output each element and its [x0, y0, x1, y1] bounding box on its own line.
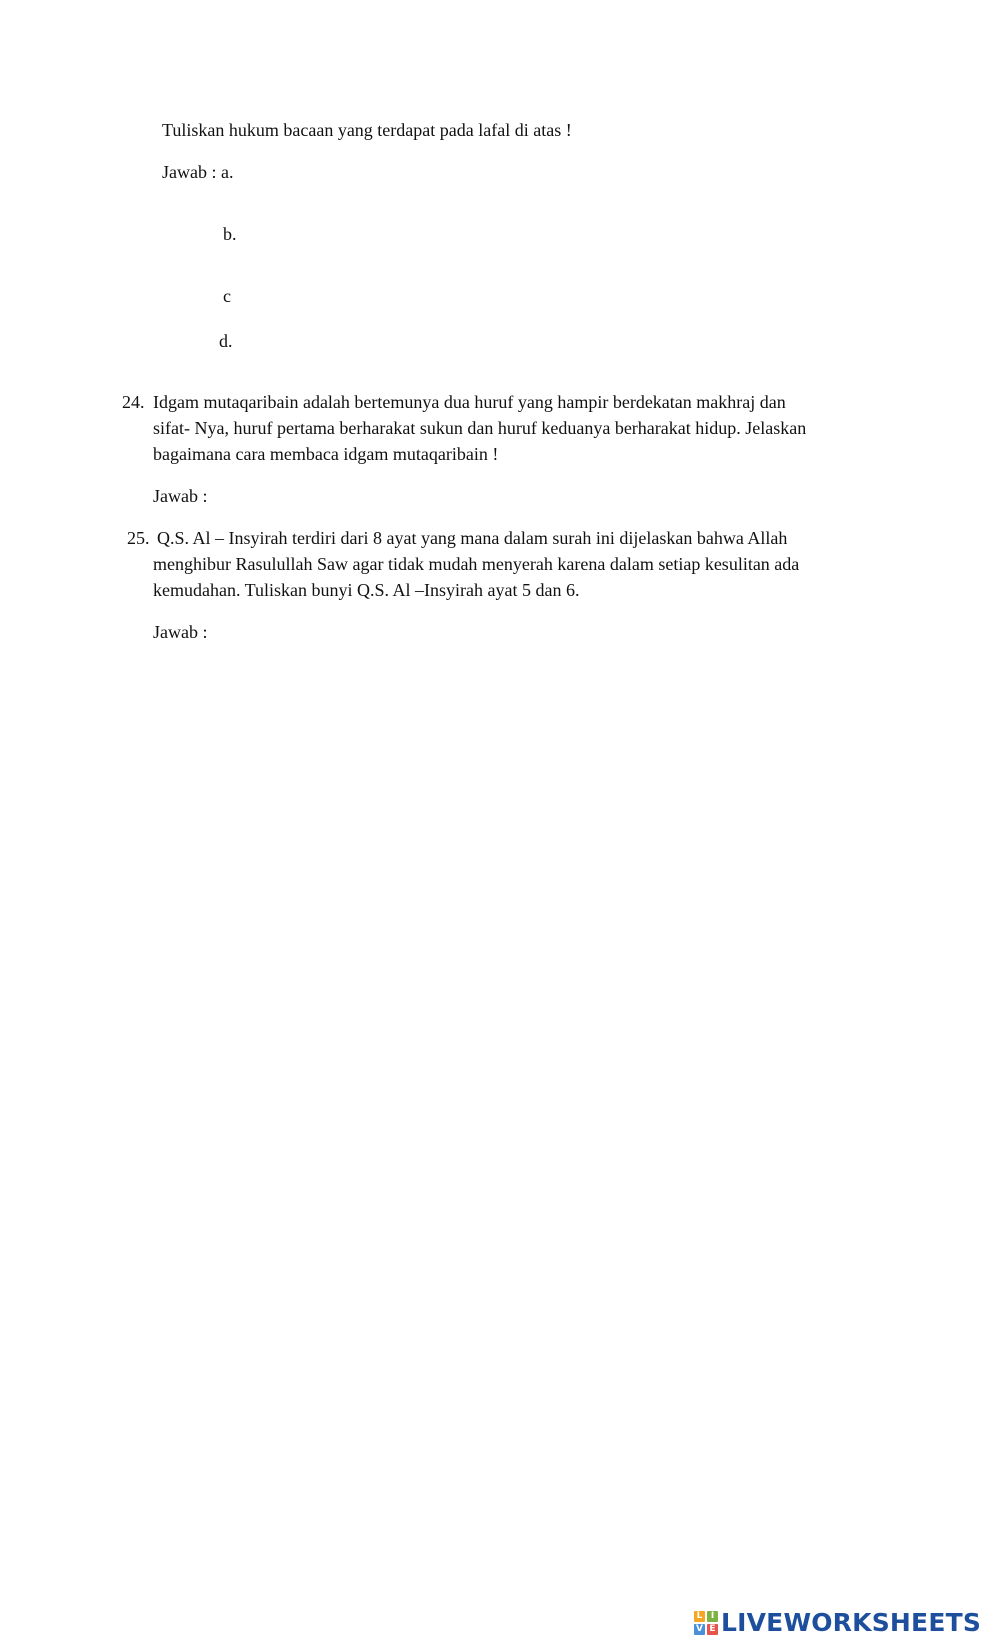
question-24-answer-label: Jawab :: [153, 486, 208, 506]
question-25-line-3: kemudahan. Tuliskan bunyi Q.S. Al –Insyirah ayat 5 dan 6.: [153, 580, 580, 600]
question-25-line-1: Q.S. Al – Insyirah terdiri dari 8 ayat yang mana dalam surah ini dijelaskan bahwa Allah: [157, 528, 788, 548]
question-23-answer-label: Jawab : a.: [162, 162, 234, 182]
question-23-answer-c: c: [223, 286, 231, 306]
liveworksheets-logo: [694, 1609, 981, 1637]
logo-letter-v: V: [694, 1624, 705, 1635]
question-25-number: 25.: [127, 528, 150, 548]
question-24-line-3: bagaimana cara membaca idgam mutaqaribain !: [153, 444, 499, 464]
question-23-answer-d: d.: [219, 331, 233, 351]
question-25-answer-label: Jawab :: [153, 622, 208, 642]
question-25-line-2: menghibur Rasulullah Saw agar tidak mudah menyerah karena dalam setiap kesulitan ada: [153, 554, 800, 574]
question-23-instruction: Tuliskan hukum bacaan yang terdapat pada lafal di atas !: [162, 120, 572, 140]
logo-text: LIVEWORKSHEETS: [721, 1608, 982, 1637]
question-24-number: 24.: [122, 392, 145, 412]
question-23-answer-b: b.: [223, 224, 237, 244]
logo-icon: [694, 1611, 718, 1635]
logo-letter-l: L: [694, 1611, 705, 1622]
logo-letter-e: E: [707, 1624, 718, 1635]
logo-letter-i: I: [707, 1611, 718, 1622]
question-24-line-2: sifat- Nya, huruf pertama berharakat sukun dan huruf keduanya berharakat hidup. Jelaskan: [153, 418, 807, 438]
question-24-line-1: Idgam mutaqaribain adalah bertemunya dua huruf yang hampir berdekatan makhraj dan: [153, 392, 786, 412]
